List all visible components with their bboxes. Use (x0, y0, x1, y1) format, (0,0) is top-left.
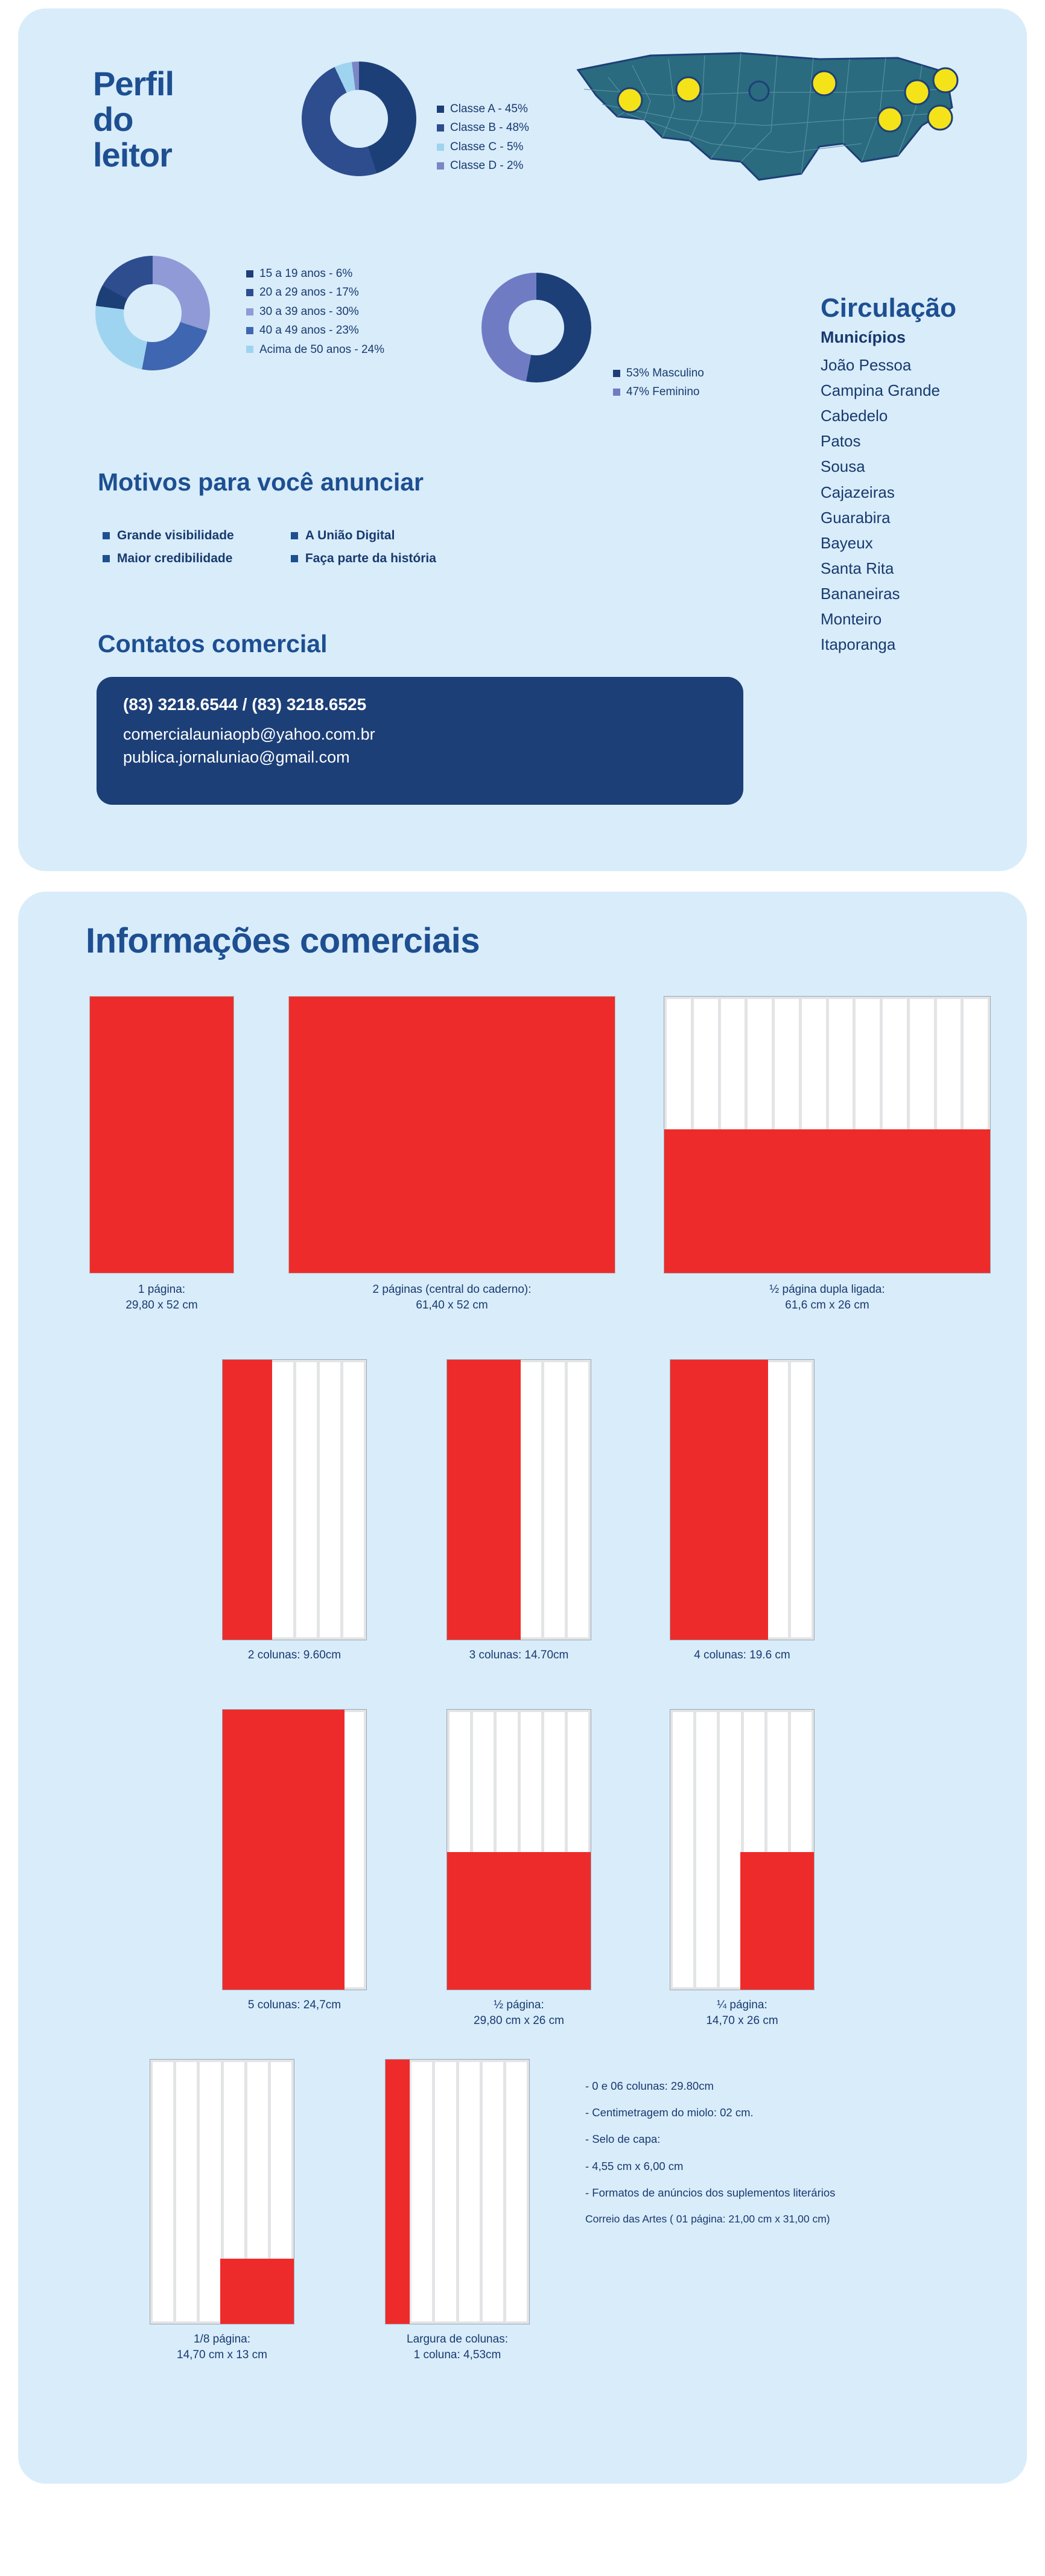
motivos-column-2 (291, 528, 436, 574)
legend-swatch-classe-d (437, 162, 444, 170)
legend-label-classe-d: Classe D - 2% (450, 159, 524, 173)
ad-format-meia-pagina (446, 1709, 591, 2028)
ad-area-highlight (223, 1710, 345, 1990)
contact-email-1[interactable]: comercialauniaopb@yahoo.com.br (123, 725, 375, 743)
legend-swatch-idade-2 (246, 289, 253, 296)
ad-caption-line: 1 coluna: 4,53cm (413, 2349, 501, 2362)
ad-caption-line: ½ página dupla ligada: (769, 1283, 885, 1296)
page-title-line-3: leitor (93, 135, 172, 174)
ad-caption-line: 4 colunas: 19.6 cm (694, 1649, 790, 1661)
page-title (93, 66, 174, 173)
ad-caption-line: ¼ página: (717, 1999, 767, 2011)
note-line: - 4,55 cm x 6,00 cm (585, 2159, 684, 2172)
commercial-info-card (18, 892, 1027, 2484)
ad-area-highlight (220, 2259, 294, 2324)
ad-format-2-paginas (288, 996, 615, 1312)
commercial-info-title: Informações comerciais (86, 921, 480, 960)
ad-caption-line: 29,80 cm x 26 cm (474, 2014, 564, 2028)
chart-classe-donut (302, 62, 416, 176)
legend-swatch-feminino (613, 389, 620, 396)
legend-label-idade-5: Acima de 50 anos - 24% (259, 343, 385, 356)
list-item: Cajazeiras (821, 483, 895, 501)
ad-caption-line: ½ página: (494, 1999, 544, 2011)
ad-format-1-pagina (89, 996, 234, 1312)
format-notes (585, 2080, 1008, 2239)
legend-swatch-idade-3 (246, 308, 253, 316)
page-title-line-2: do (93, 100, 133, 138)
ad-format-2-colunas (222, 1359, 367, 1661)
ad-caption-line: 1/8 página: (193, 2333, 251, 2346)
ad-caption-line: 3 colunas: 14.70cm (469, 1649, 569, 1661)
ad-caption-line: 2 colunas: 9.60cm (247, 1649, 341, 1661)
legend-swatch-masculino (613, 370, 620, 377)
list-item: Cabedelo (821, 407, 888, 425)
ad-caption-line: 29,80 x 52 cm (125, 1299, 198, 1312)
ad-area-highlight (386, 2060, 410, 2324)
ad-area-highlight (664, 1129, 990, 1273)
contact-phone[interactable]: (83) 3218.6544 / (83) 3218.6525 (123, 695, 367, 714)
ad-formats-grid (18, 988, 1027, 2448)
infographic-page (0, 8, 1045, 2484)
ad-caption-line: 14,70 cm x 13 cm (177, 2349, 267, 2362)
ad-caption-line: 14,70 x 26 cm (706, 2014, 778, 2028)
ad-format-5-colunas (222, 1709, 367, 2011)
list-item: Bayeux (821, 533, 873, 552)
list-item: Campina Grande (821, 381, 940, 400)
ad-format-3-colunas (446, 1359, 591, 1661)
legend-label-masculino: 53% Masculino (626, 367, 704, 379)
list-item: Bananeiras (821, 584, 900, 603)
ad-caption-line: 2 páginas (central do caderno): (372, 1283, 532, 1296)
legend-label-feminino: 47% Feminino (626, 385, 700, 399)
bullet-square-icon (291, 555, 298, 562)
ad-format-oitavo-pagina (150, 2059, 294, 2362)
list-item: Sousa (821, 457, 865, 476)
legend-label-idade-1: 15 a 19 anos - 6% (259, 267, 353, 280)
bullet-square-icon (103, 555, 110, 562)
ad-area-highlight (223, 1360, 272, 1640)
circulacao-subtitle: Municípios (821, 328, 906, 346)
contatos-title: Contatos comercial (98, 630, 328, 658)
motivo-item: Grande visibilidade (117, 528, 234, 542)
ad-area-highlight (447, 1852, 591, 1990)
chart-idade-donut (95, 256, 210, 370)
motivo-item: A União Digital (305, 528, 395, 542)
list-item: João Pessoa (821, 356, 912, 374)
ad-format-4-colunas (670, 1359, 815, 1661)
chart-classe-legend (437, 100, 529, 176)
paraiba-map (560, 35, 982, 234)
legend-label-classe-c: Classe C - 5% (450, 140, 524, 153)
legend-swatch-idade-1 (246, 270, 253, 278)
chart-sexo-donut (481, 273, 591, 382)
motivo-item: Maior credibilidade (117, 551, 233, 565)
ad-format-quarto-pagina (670, 1709, 815, 2028)
note-line: - 0 e 06 colunas: 29.80cm (585, 2080, 714, 2092)
list-item: Santa Rita (821, 559, 894, 577)
ad-area-highlight (740, 1852, 814, 1990)
ad-caption-line: 61,6 cm x 26 cm (785, 1299, 869, 1312)
note-line: Correio das Artes ( 01 página: 21,00 cm x 31,00 cm) (585, 2212, 830, 2225)
motivo-item: Faça parte da história (305, 551, 436, 565)
legend-swatch-classe-a (437, 106, 444, 113)
circulacao-city-list (821, 352, 940, 657)
ad-caption-line: Largura de colunas: (407, 2333, 508, 2346)
contact-email-2[interactable]: publica.jornaluniao@gmail.com (123, 748, 350, 767)
note-line: - Formatos de anúncios dos suplementos literários (585, 2186, 836, 2199)
ad-caption-line: 61,40 x 52 cm (416, 1299, 488, 1312)
list-item: Guarabira (821, 508, 891, 527)
legend-label-idade-3: 30 a 39 anos - 30% (259, 305, 359, 318)
legend-label-idade-2: 20 a 29 anos - 17% (259, 286, 359, 299)
list-item: Itaporanga (821, 635, 896, 654)
motivos-column-1 (103, 528, 253, 574)
reader-profile-card (18, 8, 1027, 871)
page-title-line-1: Perfil (93, 65, 174, 103)
ad-caption-line: 1 página: (138, 1283, 186, 1296)
motivos-title: Motivos para você anunciar (98, 468, 424, 496)
legend-label-idade-4: 40 a 49 anos - 23% (259, 324, 359, 337)
bullet-square-icon (103, 532, 110, 539)
circulacao-title: Circulação (821, 293, 956, 323)
ad-format-meia-pagina-dupla (664, 996, 991, 1312)
note-line: - Centimetragem do miolo: 02 cm. (585, 2106, 754, 2119)
ad-caption-line: 5 colunas: 24,7cm (247, 1999, 341, 2011)
note-line: - Selo de capa: (585, 2133, 661, 2146)
list-item: Patos (821, 432, 861, 451)
legend-swatch-classe-b (437, 124, 444, 132)
ad-area-highlight (447, 1360, 521, 1640)
chart-idade-legend (246, 265, 384, 360)
legend-swatch-idade-5 (246, 346, 253, 353)
chart-sexo-legend (613, 364, 704, 402)
list-item: Monteiro (821, 610, 882, 629)
contact-box (97, 677, 743, 805)
bullet-square-icon (291, 532, 298, 539)
legend-label-classe-b: Classe B - 48% (450, 121, 529, 135)
legend-swatch-idade-4 (246, 327, 253, 334)
motivos-list (103, 528, 436, 574)
legend-label-classe-a: Classe A - 45% (450, 103, 528, 115)
legend-swatch-classe-c (437, 144, 444, 151)
ad-area-highlight (670, 1360, 768, 1640)
ad-format-largura-colunas (385, 2059, 530, 2362)
